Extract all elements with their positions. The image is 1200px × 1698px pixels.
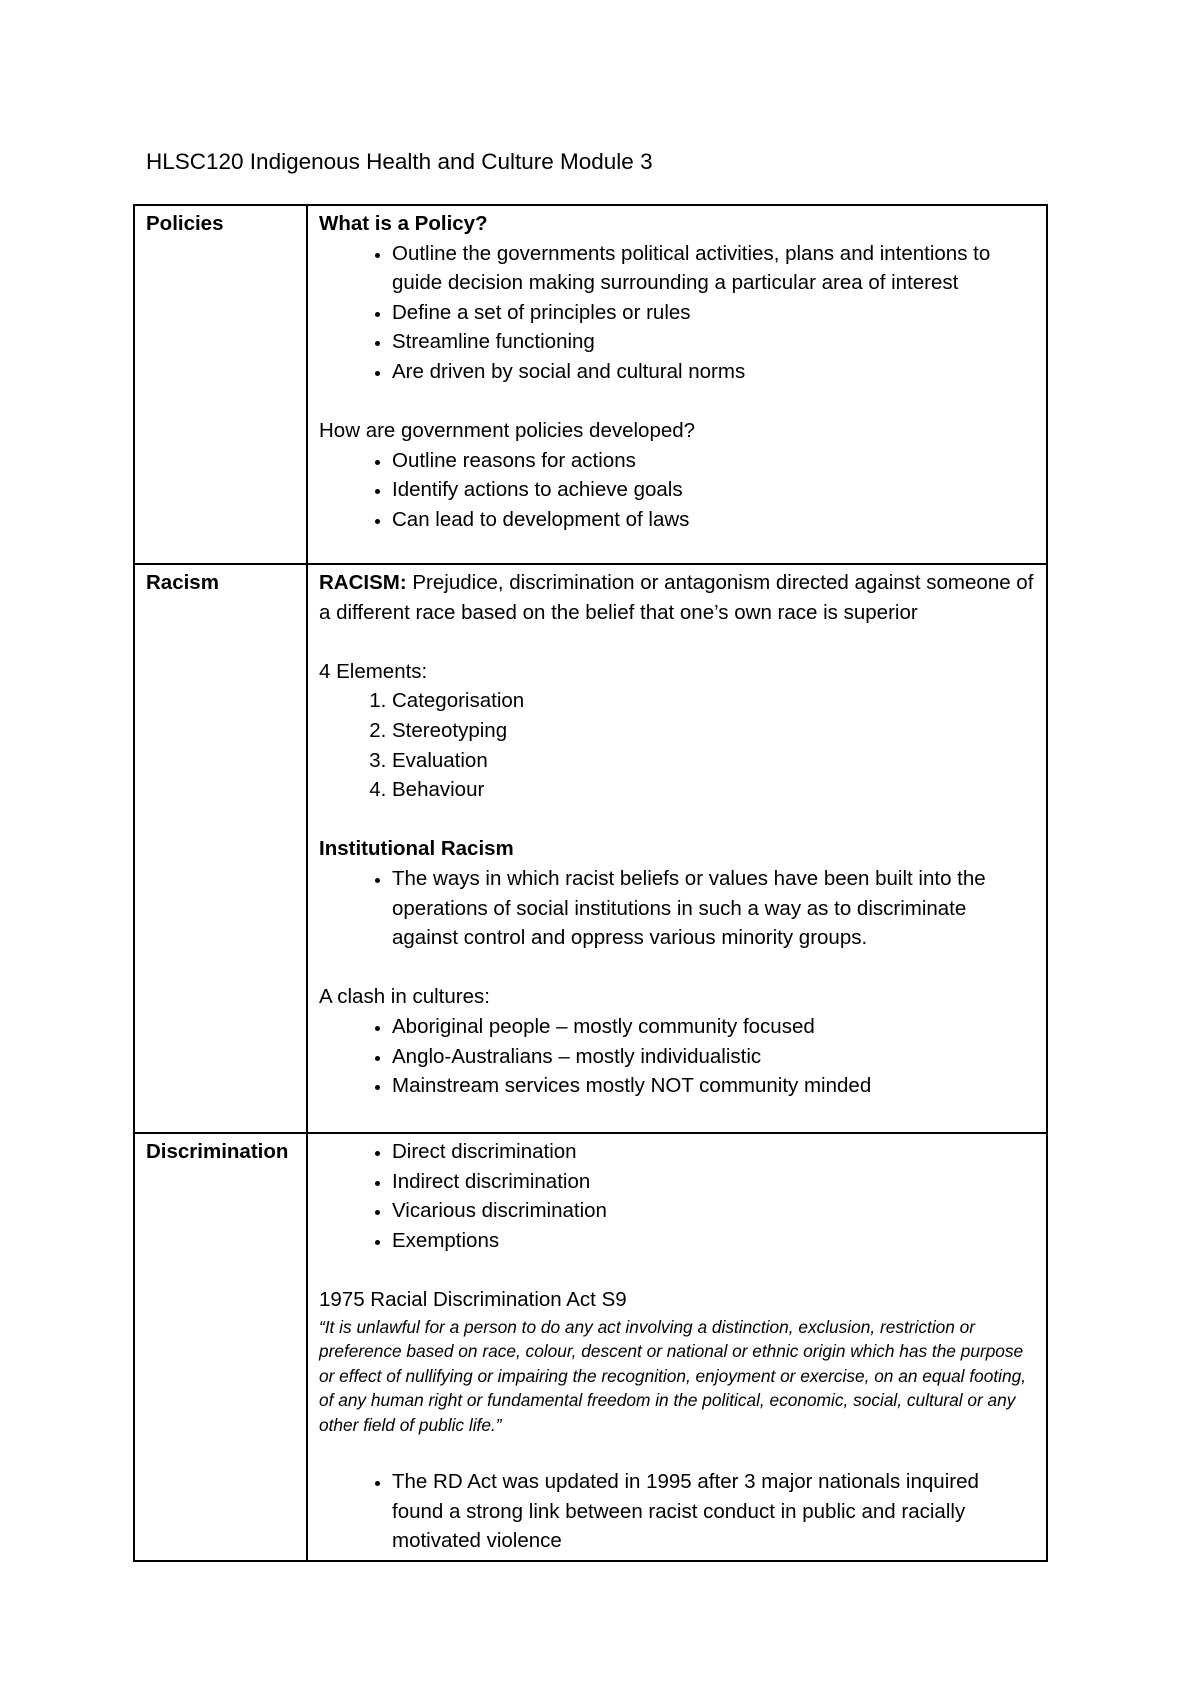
bullet-list	[319, 1137, 1035, 1255]
content-cell-policies	[307, 205, 1047, 564]
act-title: 1975 Racial Discrimination Act S9	[319, 1287, 627, 1311]
list-item: • Indirect discrimination	[392, 1167, 1035, 1197]
act-quote: “It is unlawful for a person to do any act involving a distinction, exclusion, restriction or preference based on race, colour, descent or national or ethnic origin which has the purpose or effect of nullifying or impairing the recognition, enjoyment or exercise, on an equal footing, of any human right or fundamental freedom in the political, economic, social, cultural or any other field of public life.”	[319, 1316, 1027, 1435]
definition-text: Prejudice, discrimination or antagonism directed against someone of a different race based on the belief that one’s own race is superior	[319, 571, 1034, 624]
topic-cell: Policies	[134, 205, 307, 564]
table-row-discrimination	[134, 1133, 1047, 1561]
bullet-list	[319, 864, 1035, 953]
list-item: • Outline reasons for actions	[392, 446, 1035, 476]
numbered-list	[319, 686, 1035, 804]
notes-table	[133, 204, 1048, 1562]
sub-heading: How are government policies developed?	[319, 419, 696, 443]
list-item: • The RD Act was updated in 1995 after 3 major nationals inquired found a strong link between racist conduct in public and racially motivated violence	[392, 1467, 1035, 1556]
list-item: • Mainstream services mostly NOT community minded	[392, 1071, 1035, 1101]
bullet-list	[319, 239, 1035, 387]
list-item: • Exemptions	[392, 1226, 1035, 1256]
bullet-list	[319, 1012, 1035, 1101]
sub-heading: 4 Elements:	[319, 659, 428, 683]
list-item: • Identify actions to achieve goals	[392, 475, 1035, 505]
list-item: 2. Stereotyping	[392, 716, 1035, 746]
definition	[319, 568, 1035, 627]
list-item: 3. Evaluation	[392, 746, 1035, 776]
section-heading: What is a Policy?	[319, 212, 488, 235]
list-item: 1. Categorisation	[392, 686, 1035, 716]
list-item: • Aboriginal people – mostly community focused	[392, 1012, 1035, 1042]
topic-cell: Discrimination	[134, 1133, 307, 1561]
list-item: • Anglo-Australians – mostly individualistic	[392, 1042, 1035, 1072]
table-row-racism	[134, 564, 1047, 1133]
content-cell-discrimination	[307, 1133, 1047, 1561]
list-item: • Vicarious discrimination	[392, 1196, 1035, 1226]
page-title: HLSC120 Indigenous Health and Culture Module 3	[146, 149, 653, 174]
topic-cell: Racism	[134, 564, 307, 1133]
table-row-policies	[134, 205, 1047, 564]
list-item: • Outline the governments political activities, plans and intentions to guide decision making surrounding a particular area of interest	[392, 239, 1035, 298]
list-item: • Direct discrimination	[392, 1137, 1035, 1167]
sub-heading: A clash in cultures:	[319, 985, 490, 1009]
list-item: • Are driven by social and cultural norms	[392, 357, 1035, 387]
bullet-list	[319, 446, 1035, 535]
section-heading: Institutional Racism	[319, 837, 514, 861]
definition-term: RACISM:	[319, 571, 407, 594]
list-item: • Can lead to development of laws	[392, 505, 1035, 535]
list-item: • The ways in which racist beliefs or values have been built into the operations of social institutions in such a way as to discriminate against control and oppress various minority groups.	[392, 864, 1035, 953]
bullet-list	[319, 1467, 1035, 1556]
content-cell-racism	[307, 564, 1047, 1133]
list-item: • Streamline functioning	[392, 327, 1035, 357]
list-item: • Define a set of principles or rules	[392, 298, 1035, 328]
list-item: 4. Behaviour	[392, 775, 1035, 805]
